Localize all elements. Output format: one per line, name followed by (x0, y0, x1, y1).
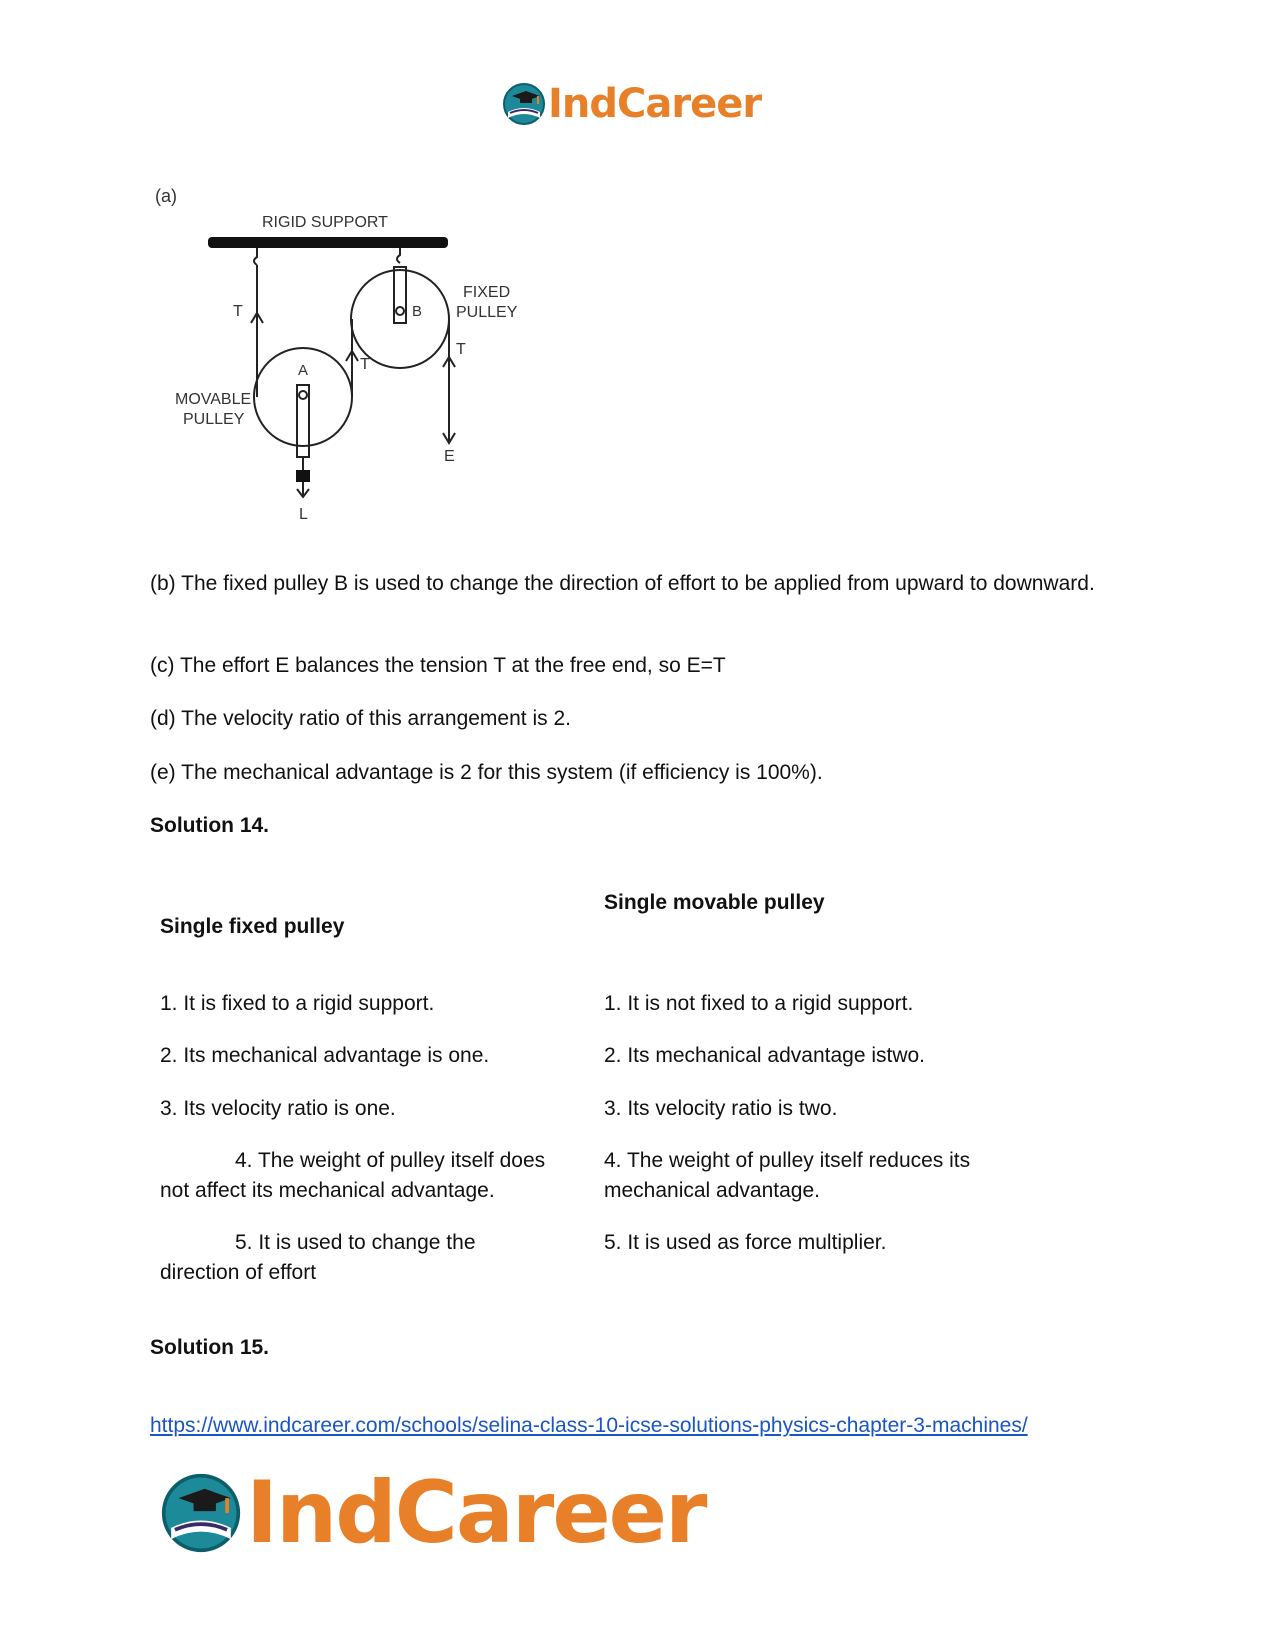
table-cell-left-3: 3. Its velocity ratio is one. (160, 1097, 396, 1120)
table-cell-left-5: 5. It is used to change the direction of effort (160, 1231, 476, 1284)
left-hook (254, 248, 257, 265)
paragraph-d: (d) The velocity ratio of this arrangement is 2. (150, 707, 571, 730)
table-header-movable-pulley: Single movable pulley (604, 891, 825, 914)
header-logo (502, 78, 761, 130)
rigid-support-bar (208, 237, 448, 248)
graduation-cap-book-globe-icon (160, 1472, 242, 1554)
table-cell-right-5: 5. It is used as force multiplier. (604, 1231, 887, 1254)
movable-pulley-label-line2: PULLEY (183, 411, 245, 428)
solution-14-heading: Solution 14. (150, 814, 270, 837)
effort-label: E (444, 448, 455, 465)
rigid-support-label: RIGID SUPPORT (262, 214, 388, 231)
paragraph-b: (b) The fixed pulley B is used to change the direction of effort to be applied from upward to downward. (150, 572, 1095, 595)
pulley-a-label: A (298, 362, 309, 379)
paragraph-e: (e) The mechanical advantage is 2 for this system (if efficiency is 100%). (150, 761, 823, 784)
source-url-link[interactable]: https://www.indcareer.com/schools/selina-class-10-icse-solutions-physics-chapter-3-machines/ (150, 1414, 1028, 1437)
table-cell-left-4: 4. The weight of pulley itself does not affect its mechanical advantage. (160, 1149, 546, 1202)
tension-label-right: T (456, 341, 466, 358)
table-cell-right-4: 4. The weight of pulley itself reduces its mechanical advantage. (604, 1149, 971, 1202)
table-cell-left-1: 1. It is fixed to a rigid support. (160, 992, 435, 1015)
tension-label-left: T (233, 303, 243, 320)
table-cell-right-2: 2. Its mechanical advantage istwo. (604, 1044, 926, 1067)
table-header-fixed-pulley: Single fixed pulley (160, 915, 345, 938)
table-cell-left-2: 2. Its mechanical advantage is one. (160, 1044, 490, 1067)
paragraph-c: (c) The effort E balances the tension T at the free end, so E=T (150, 654, 726, 677)
pulley-b-label: B (412, 303, 423, 320)
fixed-pulley-label-line2: PULLEY (456, 304, 518, 321)
table-cell-right-3: 3. Its velocity ratio is two. (604, 1097, 838, 1120)
footer-logo (160, 1463, 706, 1563)
diagram-panel-label: (a) (155, 186, 177, 206)
load-label: L (299, 506, 308, 523)
movable-pulley-label-line1: MOVABLE (175, 391, 252, 408)
fixed-pulley-b (351, 270, 449, 368)
fixed-pulley-label-line1: FIXED (463, 284, 511, 301)
solution-15-heading: Solution 15. (150, 1336, 270, 1359)
brand-name: IndCareer (548, 81, 762, 127)
table-cell-right-1: 1. It is not fixed to a rigid support. (604, 992, 914, 1015)
graduation-cap-book-globe-icon (502, 82, 546, 126)
load-weight (296, 470, 310, 482)
pulley-system-diagram (150, 185, 550, 545)
tension-label-middle: T (360, 356, 370, 373)
footer-brand-name: IndCareer (246, 1463, 706, 1563)
right-hook (397, 248, 400, 263)
